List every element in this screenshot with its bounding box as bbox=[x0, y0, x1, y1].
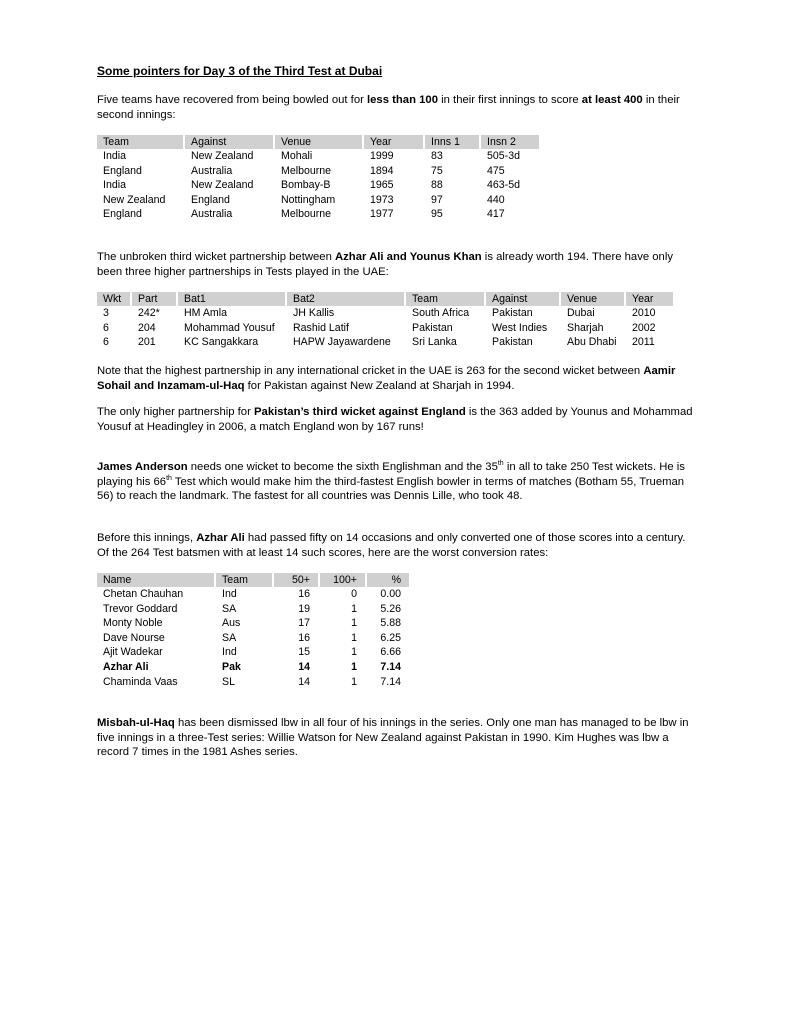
table-row bbox=[97, 335, 673, 350]
table-cell: 7.14 bbox=[366, 675, 409, 690]
table-cell: 5.88 bbox=[366, 616, 409, 631]
column-header: Year bbox=[363, 135, 424, 149]
table-cell: 3 bbox=[103, 307, 109, 319]
paragraph-recoveries bbox=[97, 93, 697, 122]
text: The unbroken third wicket partnership between bbox=[97, 251, 335, 263]
superscript: th bbox=[497, 460, 504, 467]
table-cell: 16 bbox=[273, 587, 319, 602]
table-cell: 1 bbox=[319, 616, 366, 631]
text: needs one wicket to become the sixth Englishman and the 35 bbox=[187, 461, 498, 473]
table-cell: 1 bbox=[319, 660, 366, 675]
table-cell: 1965 bbox=[363, 178, 424, 193]
text: is the 363 added by Younus and Mohammad Yousuf at Headingley in 2006, a match England won by 167 runs! bbox=[97, 406, 693, 433]
table-cell: India bbox=[103, 150, 126, 162]
column-header: Part bbox=[131, 292, 177, 306]
table-cell: New Zealand bbox=[184, 149, 274, 164]
paragraph-partnership bbox=[97, 250, 697, 279]
table-cell: South Africa bbox=[405, 306, 485, 321]
table-cell: 1 bbox=[319, 675, 366, 690]
table-cell: Australia bbox=[184, 164, 274, 179]
table-cell: Pak bbox=[215, 660, 273, 675]
table-row bbox=[97, 207, 539, 222]
recoveries-table bbox=[97, 135, 539, 222]
table-cell: 1999 bbox=[363, 149, 424, 164]
table-cell: 17 bbox=[273, 616, 319, 631]
table-cell: Dubai bbox=[560, 306, 625, 321]
column-header: Venue bbox=[274, 135, 363, 149]
bold-text: at least 400 bbox=[581, 94, 643, 106]
bold-text: less than 100 bbox=[367, 94, 438, 106]
column-header: Wkt bbox=[97, 292, 131, 306]
table-cell: Pakistan bbox=[405, 321, 485, 336]
table-cell: SA bbox=[215, 631, 273, 646]
paragraph-highest-partnership bbox=[97, 364, 697, 393]
table-cell: 1 bbox=[319, 602, 366, 617]
table-cell: 201 bbox=[131, 335, 177, 350]
table-cell: Australia bbox=[184, 207, 274, 222]
column-header: Venue bbox=[560, 292, 625, 306]
table-cell: JH Kallis bbox=[286, 306, 405, 321]
text: Before this innings, bbox=[97, 532, 197, 544]
table-row bbox=[97, 616, 409, 631]
table-row bbox=[97, 193, 539, 208]
paragraph-misbah bbox=[97, 716, 697, 760]
text: for Pakistan against New Zealand at Sharjah in 1994. bbox=[244, 379, 515, 392]
table-cell: Pakistan bbox=[485, 306, 560, 321]
text: has been dismissed lbw in all four of his innings in the series. Only one man has managed to be lbw in five innings in a three-Test series: Willie Watson for New Zealand against Pakistan in 1990. Kim Hughes was lbw a record 7 times in the 1981 Ashes series. bbox=[97, 717, 689, 759]
table-row bbox=[97, 306, 673, 321]
table-row bbox=[97, 321, 673, 336]
table-cell: Ajit Wadekar bbox=[103, 646, 163, 659]
table-cell: 14 bbox=[273, 675, 319, 690]
table-cell: Melbourne bbox=[274, 207, 363, 222]
table-cell: New Zealand bbox=[184, 178, 274, 193]
table-cell: Sharjah bbox=[560, 321, 625, 336]
table-cell: 463-5d bbox=[480, 178, 539, 193]
bold-text: Azhar Ali and Younus Khan bbox=[335, 251, 482, 263]
table-row bbox=[97, 164, 539, 179]
table-cell: 6.66 bbox=[366, 645, 409, 660]
table-row bbox=[97, 602, 409, 617]
column-header: Team bbox=[215, 573, 273, 587]
column-header: Against bbox=[485, 292, 560, 306]
uae-partnerships-table bbox=[97, 292, 673, 350]
text: had passed fifty on 14 occasions and only converted one of those scores into a century. Of the 264 Test batsmen with at least 14 such scores, here are the worst conversion rates: bbox=[97, 532, 686, 559]
table-cell: 5.26 bbox=[366, 602, 409, 617]
table-cell: Melbourne bbox=[274, 164, 363, 179]
table-cell: HM Amla bbox=[177, 306, 286, 321]
table-cell: 1 bbox=[319, 645, 366, 660]
column-header: Team bbox=[405, 292, 485, 306]
table-cell: Chaminda Vaas bbox=[103, 675, 178, 688]
table-cell: 95 bbox=[424, 207, 480, 222]
text: Note that the highest partnership in any international cricket in the UAE is 263 for the second wicket between bbox=[97, 365, 644, 377]
table-cell: 475 bbox=[480, 164, 539, 179]
text: Five teams have recovered from being bowled out for bbox=[97, 94, 368, 106]
table-row bbox=[97, 149, 539, 164]
table-cell: England bbox=[103, 208, 142, 221]
bold-text: James Anderson bbox=[97, 461, 188, 473]
table-cell: Trevor Goddard bbox=[103, 602, 178, 615]
table-row bbox=[97, 660, 409, 675]
table-cell: 417 bbox=[480, 207, 539, 222]
table-cell: 440 bbox=[480, 193, 539, 208]
table-row bbox=[97, 645, 409, 660]
column-header: Bat1 bbox=[177, 292, 286, 306]
column-header: Team bbox=[97, 135, 184, 149]
bold-text: Misbah-ul-Haq bbox=[97, 717, 175, 729]
table-row bbox=[97, 631, 409, 646]
table-cell: Chetan Chauhan bbox=[103, 588, 184, 600]
table-cell: Sri Lanka bbox=[405, 335, 485, 350]
table-row bbox=[97, 587, 409, 602]
table-cell: 2011 bbox=[625, 335, 673, 350]
table-cell: 6.25 bbox=[366, 631, 409, 646]
table-cell: Azhar Ali bbox=[103, 660, 149, 673]
table-cell: Nottingham bbox=[274, 193, 363, 208]
table-cell: Ind bbox=[215, 645, 273, 660]
table-cell: 83 bbox=[424, 149, 480, 164]
table-cell: 204 bbox=[131, 321, 177, 336]
paragraph-anderson bbox=[97, 460, 697, 504]
paragraph-conversion bbox=[97, 531, 697, 560]
text: The only higher partnership for bbox=[97, 406, 254, 418]
table-cell: Mohammad Yousuf bbox=[177, 321, 286, 336]
bold-text: Aamir Sohail and Inzamam-ul-Haq bbox=[97, 365, 676, 392]
text: is already worth 194. There have only been three higher partnerships in Tests played in the UAE: bbox=[97, 251, 673, 278]
table-cell: 1 bbox=[319, 631, 366, 646]
table-cell: England bbox=[103, 164, 142, 177]
table-cell: 14 bbox=[273, 660, 319, 675]
column-header: Insn 2 bbox=[480, 135, 539, 149]
page-title: Some pointers for Day 3 of the Third Test at Dubai bbox=[97, 64, 383, 78]
table-cell: 19 bbox=[273, 602, 319, 617]
text: Test which would make him the third-fastest English bowler in terms of matches (Botham 55, Trueman 56) to reach the landmark. The fastest for all countries was Dennis Lille, who took 48. bbox=[97, 475, 685, 503]
table-cell: Ind bbox=[215, 587, 273, 602]
column-header: 50+ bbox=[273, 573, 319, 587]
table-cell: 1977 bbox=[363, 207, 424, 222]
text: in their first innings to score bbox=[437, 94, 582, 106]
table-cell: 75 bbox=[424, 164, 480, 179]
table-header-row bbox=[97, 135, 539, 149]
column-header: % bbox=[366, 573, 409, 587]
paragraph-third-wicket bbox=[97, 405, 697, 434]
text: in their second innings: bbox=[97, 94, 680, 121]
table-cell: 505-3d bbox=[480, 149, 539, 164]
table-cell: Bombay-B bbox=[274, 178, 363, 193]
table-cell: India bbox=[103, 179, 126, 192]
table-cell: 0.00 bbox=[366, 587, 409, 602]
column-header: Bat2 bbox=[286, 292, 405, 306]
table-cell: 2010 bbox=[625, 306, 673, 321]
table-cell: KC Sangakkara bbox=[177, 335, 286, 350]
table-cell: 6 bbox=[103, 321, 109, 334]
table-cell: England bbox=[184, 193, 274, 208]
table-cell: HAPW Jayawardene bbox=[286, 335, 405, 350]
table-cell: 242* bbox=[131, 306, 177, 321]
table-cell: 1973 bbox=[363, 193, 424, 208]
table-cell: 0 bbox=[319, 587, 366, 602]
table-cell: SL bbox=[215, 675, 273, 690]
table-cell: Rashid Latif bbox=[286, 321, 405, 336]
superscript: th bbox=[166, 474, 172, 482]
text: in all to take 250 Test wickets. He is playing his 66 bbox=[97, 461, 685, 488]
table-cell: Dave Nourse bbox=[103, 631, 165, 644]
table-cell: New Zealand bbox=[103, 193, 166, 206]
table-cell: Monty Noble bbox=[103, 617, 163, 630]
table-cell: 88 bbox=[424, 178, 480, 193]
column-header: 100+ bbox=[319, 573, 366, 587]
table-cell: SA bbox=[215, 602, 273, 617]
table-row bbox=[97, 178, 539, 193]
bold-text: Azhar Ali bbox=[196, 532, 245, 544]
table-cell: 2002 bbox=[625, 321, 673, 336]
column-header: Against bbox=[184, 135, 274, 149]
table-cell: Pakistan bbox=[485, 335, 560, 350]
table-cell: Aus bbox=[215, 616, 273, 631]
table-cell: 6 bbox=[103, 336, 109, 349]
table-cell: Mohali bbox=[274, 149, 363, 164]
table-cell: Abu Dhabi bbox=[560, 335, 625, 350]
table-cell: 15 bbox=[273, 645, 319, 660]
column-header: Name bbox=[97, 573, 215, 587]
table-header-row bbox=[97, 573, 409, 587]
table-cell: 16 bbox=[273, 631, 319, 646]
bold-text: Pakistan’s third wicket against England bbox=[254, 406, 466, 418]
table-cell: West Indies bbox=[485, 321, 560, 336]
table-cell: 97 bbox=[424, 193, 480, 208]
table-row bbox=[97, 675, 409, 690]
table-header-row bbox=[97, 292, 673, 306]
column-header: Year bbox=[625, 292, 673, 306]
table-cell: 7.14 bbox=[366, 660, 409, 675]
conversion-rates-table bbox=[97, 573, 409, 689]
table-cell: 1894 bbox=[363, 164, 424, 179]
column-header: Inns 1 bbox=[424, 135, 480, 149]
